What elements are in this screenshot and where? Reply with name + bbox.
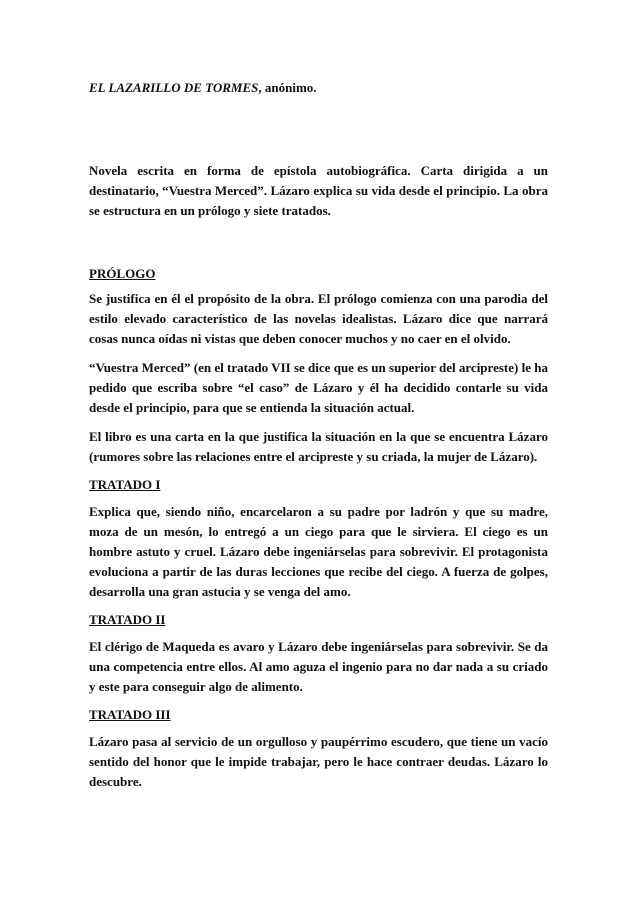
document-body xyxy=(89,78,548,792)
prologo-heading: PRÓLOGO xyxy=(89,266,156,281)
tratado-1-paragraph: Explica que, siendo niño, encarcelaron a su padre por ladrón y que su madre, moza de un mesón, lo entregó a un ciego para que le sirviera. El ciego es un hombre astuto y cruel. Lázaro debe ingeniárselas para sobrevivir. El protagonista evoluciona a partir de las duras lecciones que recibe del ciego. A fuerza de golpes, desarrolla una gran astucia y se venga del amo. xyxy=(89,504,548,599)
prologo-paragraph-2: “Vuestra Merced” (en el tratado VII se dice que es un superior del arcipreste) le ha pedido que escriba sobre “el caso” de Lázaro y él ha decidido contarle su vida desde el principio, para que se entienda la situación actual. xyxy=(89,360,548,415)
document-title xyxy=(89,78,548,98)
prologo-paragraph-3: El libro es una carta en la que justifica la situación en la que se encuentra Lázaro (rumores sobre las relaciones entre el arcipreste y su criada, la mujer de Lázaro). xyxy=(89,429,548,464)
tratado-3-heading: TRATADO III xyxy=(89,707,171,722)
tratado-3-paragraph: Lázaro pasa al servicio de un orgulloso y paupérrimo escudero, que tiene un vacío sentido del honor que le impide trabajar, pero le hace contraer deudas. Lázaro lo descubre. xyxy=(89,734,548,789)
book-title: EL LAZARILLO DE TORMES xyxy=(89,80,259,95)
prologo-paragraph-1: Se justifica en él el propósito de la obra. El prólogo comienza con una parodia del estilo elevado característico de las novelas idealistas. Lázaro dice que narrará cosas nunca oídas ni vistas que deben conocer muchos y no caer en el olvido. xyxy=(89,291,548,346)
title-author: , anónimo. xyxy=(258,80,317,95)
tratado-2-heading: TRATADO II xyxy=(89,612,166,627)
tratado-2-paragraph: El clérigo de Maqueda es avaro y Lázaro debe ingeniárselas para sobrevivir. Se da una competencia entre ellos. Al amo aguza el ingenio para no dar nada a su criado y este para conseguir algo de alimento. xyxy=(89,639,548,694)
tratado-1-heading: TRATADO I xyxy=(89,477,161,492)
intro-paragraph: Novela escrita en forma de epístola autobiográfica. Carta dirigida a un destinatario, “Vuestra Merced”. Lázaro explica su vida desde el principio. La obra se estructura en un prólogo y siete tratados. xyxy=(89,163,548,218)
